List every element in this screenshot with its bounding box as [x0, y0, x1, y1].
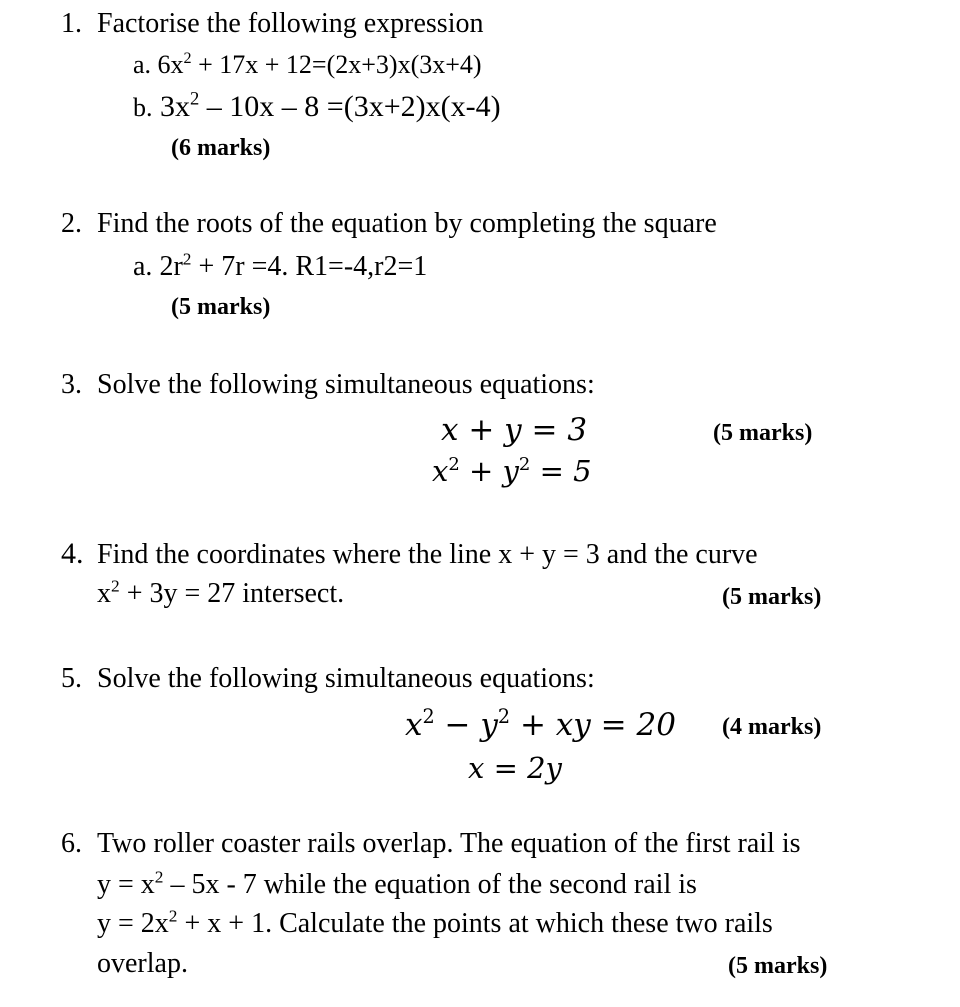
question-3-marks: (5 marks): [713, 420, 813, 446]
question-2-number: 2.: [61, 208, 82, 239]
question-2-marks: (5 marks): [171, 294, 271, 320]
question-3-equation-2: $x^2 + y^2 = 5$: [432, 453, 592, 488]
question-3-equation-1: x + y = 3: [441, 412, 588, 448]
question-4-marks: (5 marks): [722, 584, 822, 610]
question-1-number: 1.: [61, 8, 82, 39]
question-6-marks: (5 marks): [728, 953, 828, 979]
question-2-prompt: 2. Find the roots of the equation by completing the square: [61, 208, 717, 239]
question-5-marks: (4 marks): [722, 714, 822, 740]
question-6-line-2: $y = x^2 - 5x - 7$ while the equation of the second rail is: [97, 867, 697, 900]
question-6-line-1: 6. Two roller coaster rails overlap. The equation of the first rail is: [61, 828, 801, 859]
question-1-marks: (6 marks): [171, 135, 271, 161]
question-5-equation-2: x = 2y: [468, 751, 562, 785]
question-4-number: 4.: [61, 537, 84, 570]
question-3-number: 3.: [61, 369, 82, 400]
question-6-line-4: overlap.: [97, 948, 188, 979]
question-5-prompt: 5. Solve the following simultaneous equations:: [61, 663, 595, 694]
question-1-prompt: 1. Factorise the following expression: [61, 8, 484, 39]
question-5-equation-1: $x^2 - y^2$ + xy = 20: [405, 705, 676, 743]
question-6-line-3: $y = 2x^2 + x + 1$. Calculate the points at which these two rails: [97, 906, 773, 939]
question-6-number: 6.: [61, 828, 82, 859]
question-3-prompt: 3. Solve the following simultaneous equations:: [61, 369, 595, 400]
question-2a: a. $2r^2 + 7r =4$. R1=-4,r2=1: [133, 249, 428, 282]
question-5-number: 5.: [61, 663, 82, 694]
question-4-line-2: $x^2 + 3y = 27$ intersect.: [97, 576, 345, 609]
question-1b: b. $3x^2 - 10x - 8 =(3x+2)x(x-4)$: [133, 88, 501, 123]
question-1a: a. $6x^2 + 17x + 12=(2x+3)x(3x+4)$: [133, 50, 482, 79]
question-4-line-1: 4. Find the coordinates where the line x + y = 3 and the curve: [61, 537, 758, 570]
